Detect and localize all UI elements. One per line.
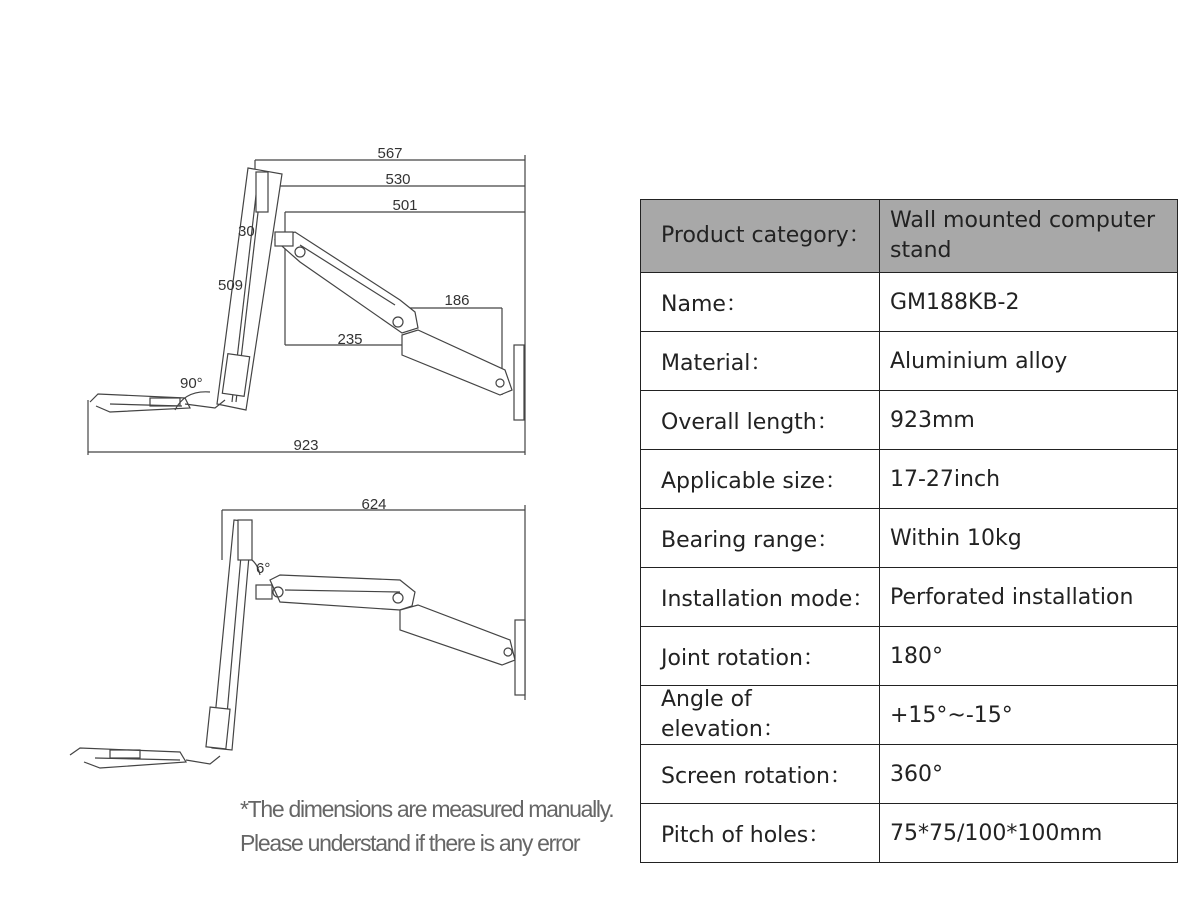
spec-label: Bearing range：	[641, 509, 880, 568]
measurement-note-line1: *The dimensions are measured manually.	[240, 796, 614, 822]
dim-30: 30	[238, 223, 255, 240]
spec-row-overall-length	[641, 391, 1178, 450]
dim-235: 235	[337, 331, 363, 348]
spec-label: Name：	[641, 273, 880, 332]
spec-label: Product category：	[641, 200, 880, 273]
spec-row-bearing-range	[641, 509, 1178, 568]
spec-value: Wall mounted computer stand	[880, 200, 1178, 273]
spec-table	[640, 199, 1178, 863]
spec-row-joint-rotation	[641, 627, 1178, 686]
dim-923: 923	[293, 437, 319, 454]
spec-row-product-category	[641, 200, 1178, 273]
dim-6deg: 6°	[256, 560, 271, 577]
spec-value: Within 10kg	[880, 509, 1178, 568]
spec-value: Aluminium alloy	[880, 332, 1178, 391]
dim-186: 186	[444, 292, 470, 309]
spec-value: 923mm	[880, 391, 1178, 450]
spec-row-screen-rotation	[641, 745, 1178, 804]
measurement-note-line2: Please understand if there is any error	[240, 830, 580, 856]
spec-value: +15°~-15°	[880, 686, 1178, 745]
spec-value: 17-27inch	[880, 450, 1178, 509]
spec-label: Installation mode：	[641, 568, 880, 627]
spec-row-applicable-size	[641, 450, 1178, 509]
dim-624: 624	[361, 496, 387, 513]
spec-value: Perforated installation	[880, 568, 1178, 627]
spec-label: Joint rotation：	[641, 627, 880, 686]
spec-row-name	[641, 273, 1178, 332]
spec-label: Material：	[641, 332, 880, 391]
spec-label: Pitch of holes：	[641, 804, 880, 863]
spec-label: Overall length：	[641, 391, 880, 450]
spec-row-pitch-of-holes	[641, 804, 1178, 863]
dim-501: 501	[392, 197, 418, 214]
spec-value: 360°	[880, 745, 1178, 804]
spec-row-installation-mode	[641, 568, 1178, 627]
dim-530: 530	[385, 171, 411, 188]
spec-row-angle-of-elevation	[641, 686, 1178, 745]
dim-509: 509	[218, 277, 244, 294]
dim-567: 567	[377, 145, 403, 162]
spec-label: Angle of elevation：	[641, 686, 880, 745]
spec-label: Screen rotation：	[641, 745, 880, 804]
spec-row-material	[641, 332, 1178, 391]
spec-label: Applicable size：	[641, 450, 880, 509]
spec-value: 75*75/100*100mm	[880, 804, 1178, 863]
dim-90deg: 90°	[180, 375, 203, 392]
spec-value: GM188KB-2	[880, 273, 1178, 332]
spec-value: 180°	[880, 627, 1178, 686]
